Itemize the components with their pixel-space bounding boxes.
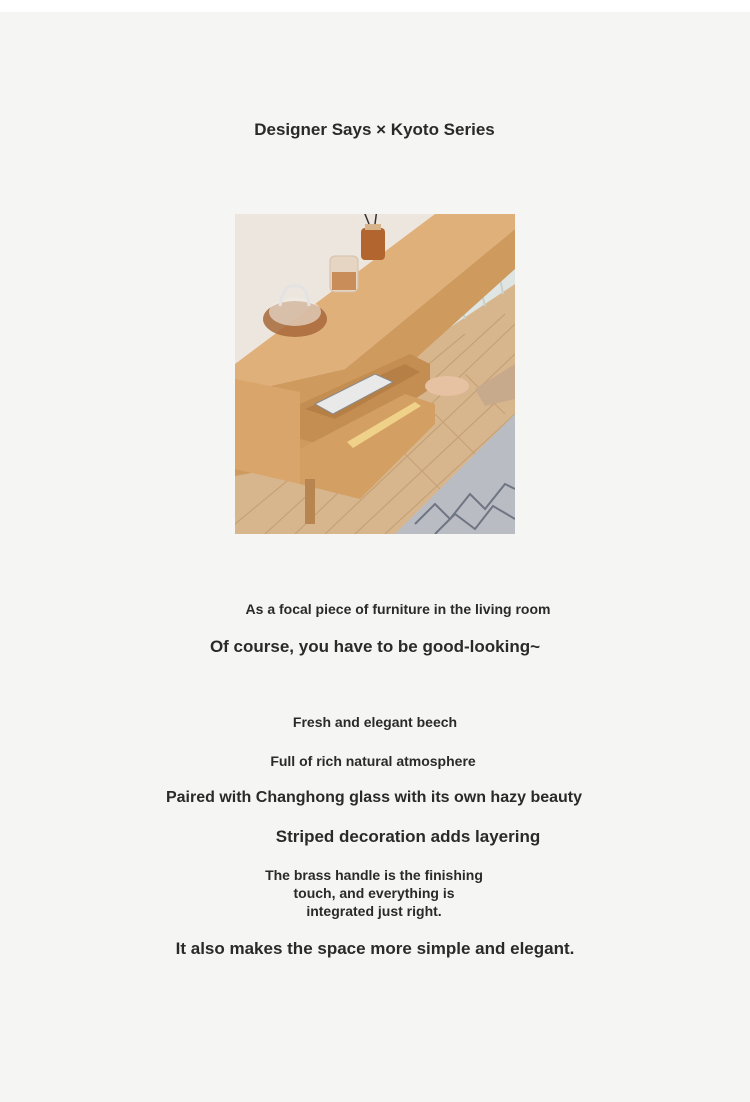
brass-line-2: touch, and everything is <box>293 885 455 901</box>
focal-piece-text: As a focal piece of furniture in the living room <box>245 601 551 617</box>
brass-handle-text <box>0 866 750 920</box>
striped-text: Striped decoration adds layering <box>275 827 541 846</box>
product-description-page <box>0 12 750 1102</box>
product-photo <box>235 214 515 534</box>
glass-text: Paired with Changhong glass with its own hazy beauty <box>165 789 583 806</box>
beech-text: Fresh and elegant beech <box>292 714 458 730</box>
simple-elegant-text: It also makes the space more simple and elegant. <box>175 939 575 958</box>
brass-line-1: The brass handle is the finishing <box>265 867 483 883</box>
good-looking-text: Of course, you have to be good-looking~ <box>209 637 541 656</box>
cabinet-illustration <box>235 214 515 534</box>
series-title: Designer Says × Kyoto Series <box>254 120 495 139</box>
brass-line-3: integrated just right. <box>306 903 442 919</box>
atmosphere-text: Full of rich natural atmosphere <box>270 753 476 769</box>
